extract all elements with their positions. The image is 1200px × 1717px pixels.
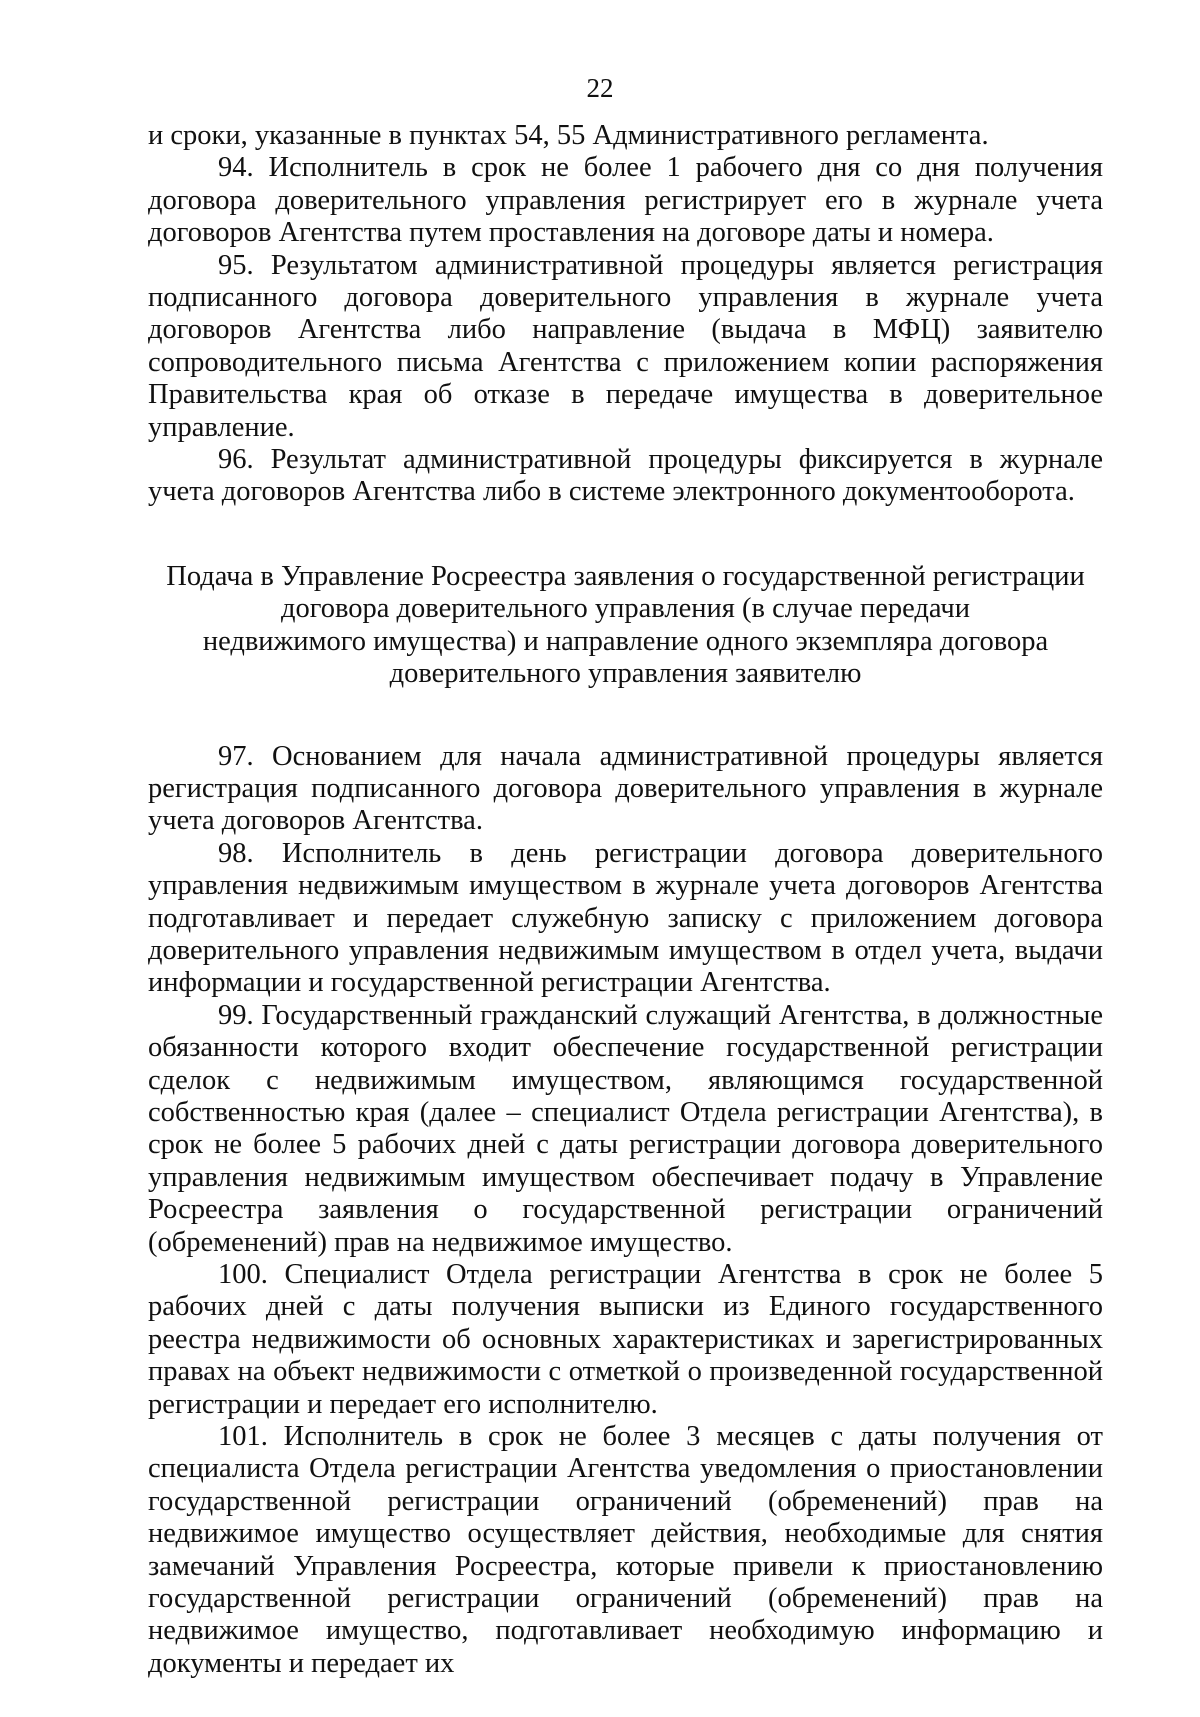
section-heading bbox=[148, 561, 1103, 691]
paragraph: 97. Основанием для начала административной процедуры является регистрация подписанного договора доверительного управления в журнале учета договоров Агентства. bbox=[148, 740, 1103, 837]
paragraph: 98. Исполнитель в день регистрации договора доверительного управления недвижимым имуществом в журнале учета договоров Агентства подготавливает и передает служебную записку с приложением договора доверительного управления недвижимым имуществом в отдел учета, выдачи информации и государственной регистрации Агентства. bbox=[148, 837, 1103, 999]
section-heading-line: Подача в Управление Росреестра заявления о государственной регистрации bbox=[166, 560, 1085, 592]
document-body bbox=[148, 120, 1103, 1680]
paragraphs-top bbox=[148, 120, 1103, 509]
paragraphs-bottom bbox=[148, 741, 1103, 1681]
section-heading-line: недвижимого имущества) и направление одного экземпляра договора bbox=[202, 625, 1049, 657]
section-heading-line: договора доверительного управления (в случае передачи bbox=[281, 593, 970, 625]
page-number: 22 bbox=[586, 73, 614, 103]
paragraph: 94. Исполнитель в срок не более 1 рабочего дня со дня получения договора доверительного управления регистрирует его в журнале учета договоров Агентства путем проставления на договоре даты и номера. bbox=[148, 152, 1103, 249]
paragraph: 99. Государственный гражданский служащий Агентства, в должностные обязанности которого входит обеспечение государственной регистрации сделок с недвижимым имуществом, являющимся государственной собственностью края (далее – специалист Отдела регистрации Агентства), в срок не более 5 рабочих дней с даты регистрации договора доверительного управления недвижимым имуществом обеспечивает подачу в Управление Росреестра заявления о государственной регистрации ограничений (обременений) прав на недвижимое имущество. bbox=[148, 999, 1103, 1258]
paragraph: 96. Результат административной процедуры фиксируется в журнале учета договоров Агентства либо в системе электронного документооборота. bbox=[148, 444, 1103, 508]
paragraph: 95. Результатом административной процедуры является регистрация подписанного договора доверительного управления в журнале учета договоров Агентства либо направление (выдача в МФЦ) заявителю сопроводительного письма Агентства с приложением копии распоряжения Правительства края об отказе в передаче имущества в доверительное управление. bbox=[148, 249, 1103, 443]
paragraph: и сроки, указанные в пунктах 54, 55 Административного регламента. bbox=[148, 120, 989, 151]
paragraph: 101. Исполнитель в срок не более 3 месяцев с даты получения от специалиста Отдела регистрации Агентства уведомления о приостановлении государственной регистрации ограничений (обременений) прав на недвижимое имущество осуществляет действия, необходимые для снятия замечаний Управления Росреестра, которые привели к приостановлению государственной регистрации ограничений (обременений) прав на недвижимое имущество, подготавливает необходимую информацию и документы и передает их bbox=[148, 1421, 1103, 1679]
section-heading-line: доверительного управления заявителю bbox=[389, 658, 862, 690]
paragraph: 100. Специалист Отдела регистрации Агентства в срок не более 5 рабочих дней с даты получения выписки из Единого государственного реестра недвижимости об основных характеристиках и зарегистрированных правах на объект недвижимости с отметкой о произведенной государственной регистрации и передает его исполнителю. bbox=[148, 1259, 1103, 1420]
